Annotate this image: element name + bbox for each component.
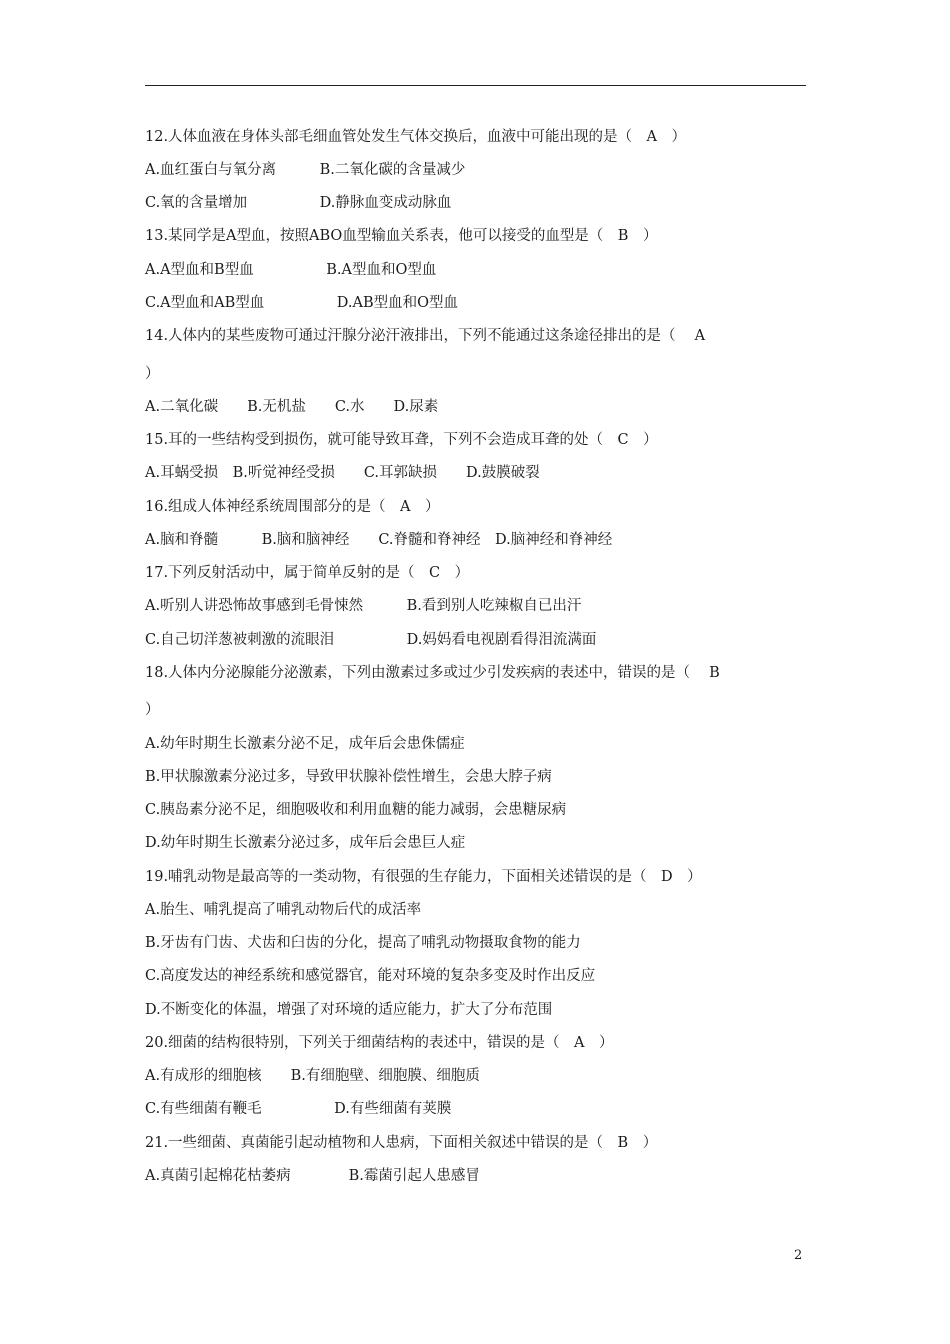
option-line: C.氧的含量增加 D.静脉血变成动脉血: [145, 195, 452, 211]
question-16: 16.组成人体神经系统周围部分的是（ A ）: [145, 499, 440, 515]
question-15: 15.耳的一些结构受到损伤，就可能导致耳聋，下列不会造成耳聋的处（ C ）: [145, 432, 658, 448]
option-line: A.耳蜗受损 B.听觉神经受损 C.耳郭缺损 D.鼓膜破裂: [145, 465, 540, 481]
option-line: A.脑和脊髓 B.脑和脑神经 C.脊髓和脊神经 D.脑神经和脊神经: [145, 532, 613, 548]
option-line: B.牙齿有门齿、犬齿和臼齿的分化，提高了哺乳动物摄取食物的能力: [145, 935, 581, 951]
option-line: B.甲状腺激素分泌过多，导致甲状腺补偿性增生，会患大脖子病: [145, 769, 552, 785]
question-17: 17.下列反射活动中，属于简单反射的是（ C ）: [145, 565, 470, 581]
question-18-cont: ）: [145, 702, 160, 718]
question-21: 21.一些细菌、真菌能引起动植物和人患病，下面相关叙述中错误的是（ B ）: [145, 1135, 658, 1151]
option-line: A.胎生、哺乳提高了哺乳动物后代的成活率: [145, 902, 422, 918]
option-line: A.有成形的细胞核 B.有细胞壁、细胞膜、细胞质: [145, 1068, 480, 1084]
option-line: C.自己切洋葱被刺激的流眼泪 D.妈妈看电视剧看得泪流满面: [145, 632, 597, 648]
option-line: A.真菌引起棉花枯萎病 B.霉菌引起人患感冒: [145, 1168, 480, 1184]
question-14: 14.人体内的某些废物可通过汗腺分泌汗液排出，下列不能通过这条途径排出的是（ A: [145, 328, 706, 344]
question-18: 18.人体内分泌腺能分泌激素，下列由激素过多或过少引发疾病的表述中，错误的是（ B: [145, 665, 720, 681]
option-line: C.胰岛素分泌不足，细胞吸收和利用血糖的能力减弱，会患糖尿病: [145, 802, 567, 818]
page-number: 2: [794, 1248, 803, 1263]
option-line: C.有些细菌有鞭毛 D.有些细菌有荚膜: [145, 1101, 452, 1117]
option-line: A.血红蛋白与氧分离 B.二氧化碳的含量减少: [145, 162, 466, 178]
option-line: A.二氧化碳 B.无机盐 C.水 D.尿素: [145, 399, 439, 415]
question-12: 12.人体血液在身体头部毛细血管处发生气体交换后，血液中可能出现的是（ A ）: [145, 129, 687, 145]
header-rule: [145, 85, 806, 86]
option-line: A.幼年时期生长激素分泌不足，成年后会患侏儒症: [145, 736, 465, 752]
option-line: A.A型血和B型血 B.A型血和O型血: [145, 262, 437, 278]
question-20: 20.细菌的结构很特别，下列关于细菌结构的表述中，错误的是（ A ）: [145, 1035, 614, 1051]
question-14-cont: ）: [145, 366, 160, 382]
question-13: 13.某同学是A型血，按照ABO血型输血关系表，他可以接受的血型是（ B ）: [145, 228, 658, 244]
option-line: C.高度发达的神经系统和感觉器官，能对环境的复杂多变及时作出反应: [145, 968, 596, 984]
option-line: D.不断变化的体温，增强了对环境的适应能力，扩大了分布范围: [145, 1002, 553, 1018]
option-line: A.听别人讲恐怖故事感到毛骨悚然 B.看到别人吃辣椒自已出汗: [145, 598, 582, 614]
question-19: 19.哺乳动物是最高等的一类动物，有很强的生存能力，下面相关述错误的是（ D ）: [145, 869, 702, 885]
option-line: D.幼年时期生长激素分泌过多，成年后会患巨人症: [145, 835, 466, 851]
option-line: C.A型血和AB型血 D.AB型血和O型血: [145, 295, 459, 311]
